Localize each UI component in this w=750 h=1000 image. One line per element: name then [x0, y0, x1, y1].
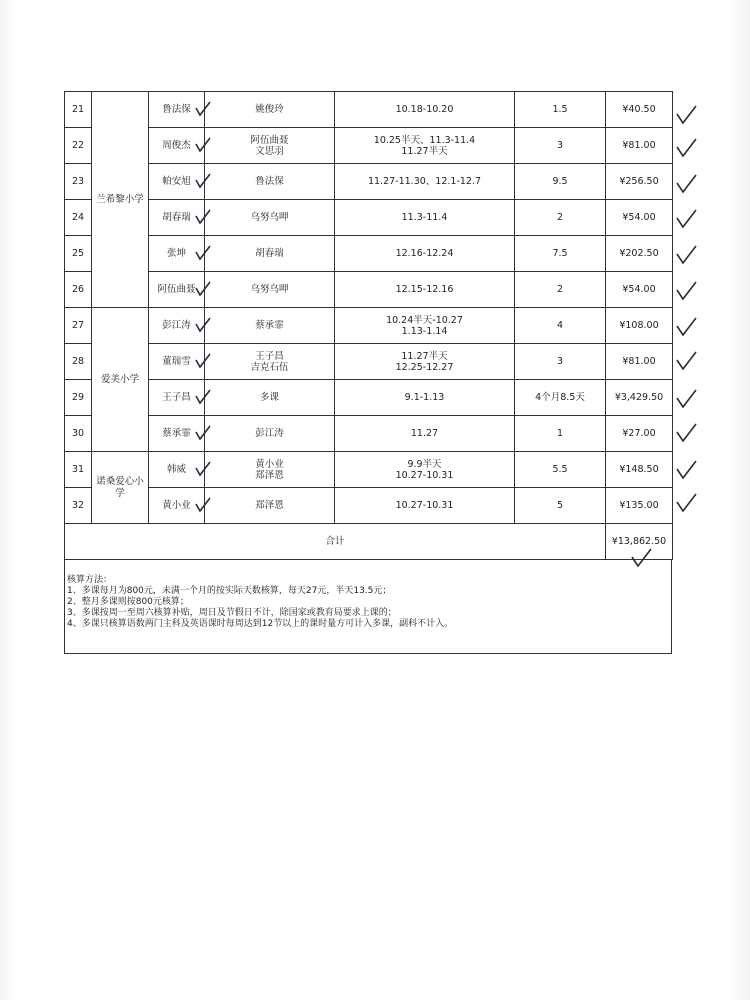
total-label: 合计	[65, 524, 606, 560]
teacher-name: 鲁法保	[162, 104, 191, 115]
date-range: 10.18-10.20	[335, 92, 515, 128]
substituted-teacher: 胡春瑞	[205, 236, 335, 272]
substituted-teacher: 蔡承霏	[205, 308, 335, 344]
substituted-teacher: 郑泽恩	[205, 488, 335, 524]
checkmark-icon	[194, 425, 212, 441]
checkmark-icon	[675, 174, 697, 194]
teacher-name: 胡春瑞	[162, 212, 191, 223]
teacher-name: 彭江涛	[162, 320, 191, 331]
substituted-teacher: 乌努乌呷	[205, 272, 335, 308]
days-count: 5.5	[515, 452, 606, 488]
note-line: 2、整月多课则按800元核算；	[67, 597, 189, 607]
substituted-teacher: 多课	[205, 380, 335, 416]
amount: ¥148.50	[606, 452, 673, 488]
checkmark-icon	[675, 493, 697, 513]
teacher-name: 黄小业	[162, 500, 191, 511]
table-row	[65, 452, 673, 488]
date-range: 10.27-10.31	[335, 488, 515, 524]
date-range: 10.25半天、11.3-11.4 11.27半天	[335, 128, 515, 164]
row-number: 22	[65, 128, 92, 164]
table-row	[65, 128, 673, 164]
days-count: 3	[515, 344, 606, 380]
row-number: 27	[65, 308, 92, 344]
calculation-notes	[64, 560, 672, 654]
checkmark-icon	[194, 245, 212, 261]
teacher-name-cell	[149, 92, 205, 128]
checkmark-icon	[194, 461, 212, 477]
checkmark-icon	[194, 389, 212, 405]
teacher-name-cell	[149, 452, 205, 488]
teacher-name: 蔡承霏	[162, 428, 191, 439]
amount: ¥54.00	[606, 272, 673, 308]
checkmark-icon	[675, 317, 697, 337]
note-line: 4、多课只核算语数两门主科及英语课时每周达到12节以上的课时量方可计入多课，副科不计入。	[67, 619, 454, 629]
amount: ¥135.00	[606, 488, 673, 524]
date-range: 11.3-11.4	[335, 200, 515, 236]
days-count: 3	[515, 128, 606, 164]
amount: ¥81.00	[606, 344, 673, 380]
teacher-name-cell	[149, 380, 205, 416]
row-number: 23	[65, 164, 92, 200]
checkmark-icon	[675, 138, 697, 158]
days-count: 7.5	[515, 236, 606, 272]
row-number: 24	[65, 200, 92, 236]
total-amount: ¥13,862.50	[606, 524, 673, 560]
row-number: 32	[65, 488, 92, 524]
checkmark-icon	[194, 281, 212, 297]
school-cell	[92, 452, 149, 524]
total-row	[65, 524, 673, 560]
teacher-name: 帕安旭	[162, 176, 191, 187]
days-count: 1.5	[515, 92, 606, 128]
table-row	[65, 164, 673, 200]
table-row	[65, 92, 673, 128]
substituted-teacher: 鲁法保	[205, 164, 335, 200]
date-range: 11.27	[335, 416, 515, 452]
amount: ¥202.50	[606, 236, 673, 272]
table-row	[65, 308, 673, 344]
school-name: 诺桑爱心小学	[96, 475, 144, 499]
days-count: 2	[515, 200, 606, 236]
note-line: 3、多课按周一至周六核算补贴，周日及节假日不计，除国家或教育局要求上课的；	[67, 608, 397, 618]
teacher-name: 阿伍曲聂	[157, 284, 196, 295]
note-line: 1、多课每月为800元，未满一个月的按实际天数核算，每天27元，半天13.5元；	[67, 586, 392, 596]
table-row	[65, 272, 673, 308]
checkmark-icon	[675, 460, 697, 480]
teacher-name-cell	[149, 236, 205, 272]
records-table	[64, 91, 673, 560]
substituted-teacher: 乌努乌呷	[205, 200, 335, 236]
teacher-name: 张坤	[166, 248, 186, 259]
teacher-name: 董瑞雪	[162, 356, 191, 367]
school-cell	[92, 92, 149, 308]
table-row	[65, 236, 673, 272]
row-number: 21	[65, 92, 92, 128]
row-number: 29	[65, 380, 92, 416]
teacher-name-cell	[149, 272, 205, 308]
checkmark-icon	[194, 101, 212, 117]
checkmark-icon	[194, 209, 212, 225]
amount: ¥256.50	[606, 164, 673, 200]
school-cell	[92, 308, 149, 452]
amount: ¥40.50	[606, 92, 673, 128]
days-count: 9.5	[515, 164, 606, 200]
teacher-name-cell	[149, 416, 205, 452]
date-range: 9.1-1.13	[335, 380, 515, 416]
checkmark-icon	[675, 281, 697, 301]
notes-heading: 核算方法：	[67, 575, 113, 585]
table-row	[65, 200, 673, 236]
table-row	[65, 380, 673, 416]
row-number: 31	[65, 452, 92, 488]
checkmark-icon	[194, 173, 212, 189]
teacher-name-cell	[149, 164, 205, 200]
checkmark-icon	[675, 245, 697, 265]
row-number: 25	[65, 236, 92, 272]
teacher-name-cell	[149, 308, 205, 344]
teacher-name: 韩威	[166, 464, 186, 475]
checkmark-icon	[675, 105, 697, 125]
checkmark-icon	[675, 389, 697, 409]
teacher-name-cell	[149, 200, 205, 236]
school-name: 爱美小学	[100, 373, 139, 385]
row-number: 26	[65, 272, 92, 308]
date-range: 12.16-12.24	[335, 236, 515, 272]
teacher-name-cell	[149, 128, 205, 164]
checkmark-icon	[194, 137, 212, 153]
date-range: 12.15-12.16	[335, 272, 515, 308]
substituted-teacher: 王子昌 吉克石伍	[205, 344, 335, 380]
checkmark-icon	[630, 548, 652, 568]
days-count: 2	[515, 272, 606, 308]
amount: ¥108.00	[606, 308, 673, 344]
days-count: 1	[515, 416, 606, 452]
substitute-class-record-sheet	[64, 91, 672, 657]
checkmark-icon	[194, 353, 212, 369]
amount: ¥54.00	[606, 200, 673, 236]
amount: ¥27.00	[606, 416, 673, 452]
teacher-name: 周俊杰	[162, 140, 191, 151]
checkmark-icon	[194, 317, 212, 333]
substituted-teacher: 彭江涛	[205, 416, 335, 452]
substituted-teacher: 姚俊玲	[205, 92, 335, 128]
table-row	[65, 416, 673, 452]
days-count: 4个月8.5天	[515, 380, 606, 416]
date-range: 9.9半天 10.27-10.31	[335, 452, 515, 488]
date-range: 11.27半天 12.25-12.27	[335, 344, 515, 380]
table-row	[65, 344, 673, 380]
checkmark-icon	[194, 497, 212, 513]
substituted-teacher: 黄小业 郑泽恩	[205, 452, 335, 488]
days-count: 4	[515, 308, 606, 344]
checkmark-icon	[675, 423, 697, 443]
teacher-name-cell	[149, 488, 205, 524]
teacher-name-cell	[149, 344, 205, 380]
substituted-teacher: 阿伍曲聂 文思羽	[205, 128, 335, 164]
row-number: 28	[65, 344, 92, 380]
amount: ¥81.00	[606, 128, 673, 164]
teacher-name: 王子昌	[162, 392, 191, 403]
amount: ¥3,429.50	[606, 380, 673, 416]
days-count: 5	[515, 488, 606, 524]
checkmark-icon	[675, 351, 697, 371]
table-row	[65, 488, 673, 524]
row-number: 30	[65, 416, 92, 452]
date-range: 11.27-11.30、12.1-12.7	[335, 164, 515, 200]
checkmark-icon	[675, 209, 697, 229]
school-name: 兰希黎小学	[96, 193, 144, 205]
date-range: 10.24半天-10.27 1.13-1.14	[335, 308, 515, 344]
